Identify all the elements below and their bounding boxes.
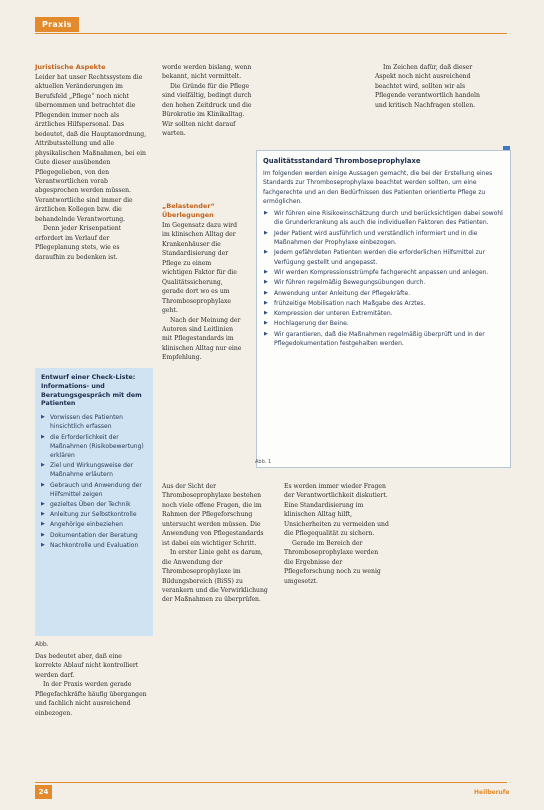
- checklist-item: ▶ Nachkontrolle und Evaluation: [41, 541, 147, 550]
- header-rule: [35, 33, 507, 34]
- quality-standard-intro: Im folgenden werden einige Aussagen gemacht, die bei der Erstellung eines Standards zur Thromboseprophylaxe beachtet werden sollten, um eine fachgerechte und an den Bedürfnissen des Patienten orientierte Pflege zu ermöglichen.: [263, 170, 493, 205]
- paragraph: Die Gründe für die Pflege sind vielfältig, bedingt durch den hohen Zeitdruck und die Bürokratie im Klinikalltag. Wir sollten nicht darauf warten.: [162, 82, 252, 138]
- standard-item: ▶ Anwendung unter Anleitung der Pflegekräfte.: [263, 289, 504, 298]
- quality-standard-title: Qualitätsstandard Thromboseprophylaxe: [263, 157, 421, 165]
- standard-item: ▶ frühzeitige Mobilisation nach Maßgabe des Arztes.: [263, 299, 504, 308]
- magazine-name: Heilberufe: [474, 789, 510, 796]
- standard-item: ▶ Hochlagerung der Beine.: [263, 319, 504, 328]
- paragraph: Im Gegensatz dazu wird im klinischen Alltag der Krankenhäuser die Standardisierung der Pflege zu einem wichtigen Faktor für die Qualitätssicherung, gerade dort wo es um Thromboseprophylaxe geht.: [162, 222, 237, 315]
- footer-rule: [35, 782, 507, 783]
- checklist-item: ▶ die Erforderlichkeit der Maßnahmen (Risikobewertung) erklären: [41, 433, 147, 461]
- paragraph: Nach der Meinung der Autoren sind Leitlinien mit Pflegestandards im klinischen Alltag nur eine Empfehlung.: [162, 316, 242, 362]
- checklist-list: [35, 413, 153, 550]
- checklist-item: ▶ Dokumentation der Beratung: [41, 531, 147, 540]
- standard-item: ▶ Jedem gefährdeten Patienten werden die erforderlichen Hilfsmittel zur Verfügung gestellt und angepasst.: [263, 248, 504, 267]
- column-2-lower: [162, 200, 242, 363]
- standard-item: ▶ Kompression der unteren Extremitäten.: [263, 309, 504, 318]
- checklist-caption: Abb.: [35, 641, 49, 648]
- checklist-item: ▶ Vorwissen des Patienten hinsichtlich erfassen: [41, 413, 147, 431]
- standard-item: ▶ Jeder Patient wird ausführlich und verständlich informiert und in die Maßnahmen der Prophylaxe einbezogen.: [263, 229, 504, 248]
- checklist-box: [35, 368, 153, 636]
- paragraph: Im Zeichen dafür, daß dieser Aspekt noch nicht ausreichend beachtet wird, sollten wir als Pflegende verantwortlich handeln und kritisch Nachfragen stellen.: [375, 64, 480, 109]
- paragraph: Aus der Sicht der Thromboseprophylaxe bestehen noch viele offene Fragen, die im Rahmen der Pflegeforschung untersucht werden müssen. Die Anwendung von Pflegestandards ist dabei ein wichtiger Schritt.: [162, 483, 264, 547]
- paragraph: Leider hat unser Rechtssystem die aktuellen Veränderungen im Berufsfeld „Pflege“ noch nicht übernommen und betrachtet die Pflegenden immer noch als ärztliches Hilfspersonal. Das bedeutet, daß die Hauptanordnung, Attributsstellung und alle physikalischen Maßnahmen, bei ein Gute dieser ausübenden Pflegegelieben, von den Verantwortlichen vorab abgesprochen werden müssen. Verantwortliche sind immer die ärztlichen Kollegen bzw. die behandelnde Verantwortung.: [35, 74, 147, 223]
- checklist-item: ▶ gezieltes Üben der Technik: [41, 500, 147, 509]
- paragraph: worde werden bislang, wenn bekannt, nicht vermittelt.: [162, 64, 252, 81]
- column-2: [162, 63, 257, 139]
- section-heading-juristisch: Juristische Aspekte: [35, 63, 106, 71]
- bottom-column-1: [162, 482, 272, 605]
- page-number: 24: [35, 785, 52, 799]
- column-1-bottom: [35, 652, 150, 718]
- checklist-item: ▶ Angehörige einbeziehen: [41, 520, 147, 529]
- paragraph: In der Praxis werden gerade Pflegefachkräfte häufig übergangen und fachlich nicht ausreichend einbezogen.: [35, 681, 147, 717]
- checklist-item: ▶ Anleitung zur Selbstkontrolle: [41, 510, 147, 519]
- paragraph: Es werden immer wieder Fragen der Verantwortlichkeit diskutiert. Eine Standardisierung im klinischen Alltag hilft, Unsicherheiten zu vermeiden und die Pflegequalität zu sichern.: [284, 483, 389, 538]
- checklist-item: ▶ Ziel und Wirkungsweise der Maßnahme erläutern: [41, 461, 147, 479]
- section-heading-belastend: „Belastender“ Überlegungen: [162, 202, 215, 219]
- standard-item: ▶ Wir führen eine Risikoeinschätzung durch und berücksichtigen dabei sowohl die Grunderkrankung als auch die individuellen Faktoren des Patienten.: [263, 209, 504, 228]
- bottom-column-2: [284, 482, 389, 586]
- standard-item: ▶ Wir garantieren, daß die Maßnahmen regelmäßig überprüft und in der Pflegedokumentation festgehalten werden.: [263, 330, 504, 349]
- paragraph: Gerade im Bereich der Thromboseprophylaxe werden die Ergebnisse der Pflegeforschung noch zu wenig umgesetzt.: [284, 539, 381, 585]
- section-tag: Praxis: [35, 17, 79, 32]
- quality-standard-list: [257, 209, 510, 348]
- checklist-title: Entwurf einer Check-Liste: Informations- und Beratungsgespräch mit dem Patienten: [41, 374, 142, 408]
- paragraph: Das bedeutet aber, daß eine korrekte Ablauf nicht kontrolliert werden darf.: [35, 653, 139, 679]
- checklist-item: ▶ Gebrauch und Anwendung der Hilfsmittel zeigen: [41, 481, 147, 499]
- standard-item: ▶ Wir führen regelmäßig Bewegungsübungen durch.: [263, 278, 504, 287]
- figure-note: Abb. 1: [255, 459, 272, 465]
- column-1: [35, 63, 150, 262]
- standard-item: ▶ Wir werden Kompressionsstrümpfe fachgerecht anpassen und anlegen.: [263, 268, 504, 277]
- quality-standard-box: [256, 150, 511, 468]
- column-3: [375, 63, 485, 110]
- paragraph: Denn jeder Krisenpatient erfordert im Verlauf der Pflegeplanung stets, wie es daraufhin zu bedenken ist.: [35, 225, 122, 261]
- paragraph: In erster Linie geht es darum, die Anwendung der Thromboseprophylaxe im Bildungsbereich (BiSS) zu verankern und die Verwirklichung der Maßnahmen zu überprüfen.: [162, 549, 268, 604]
